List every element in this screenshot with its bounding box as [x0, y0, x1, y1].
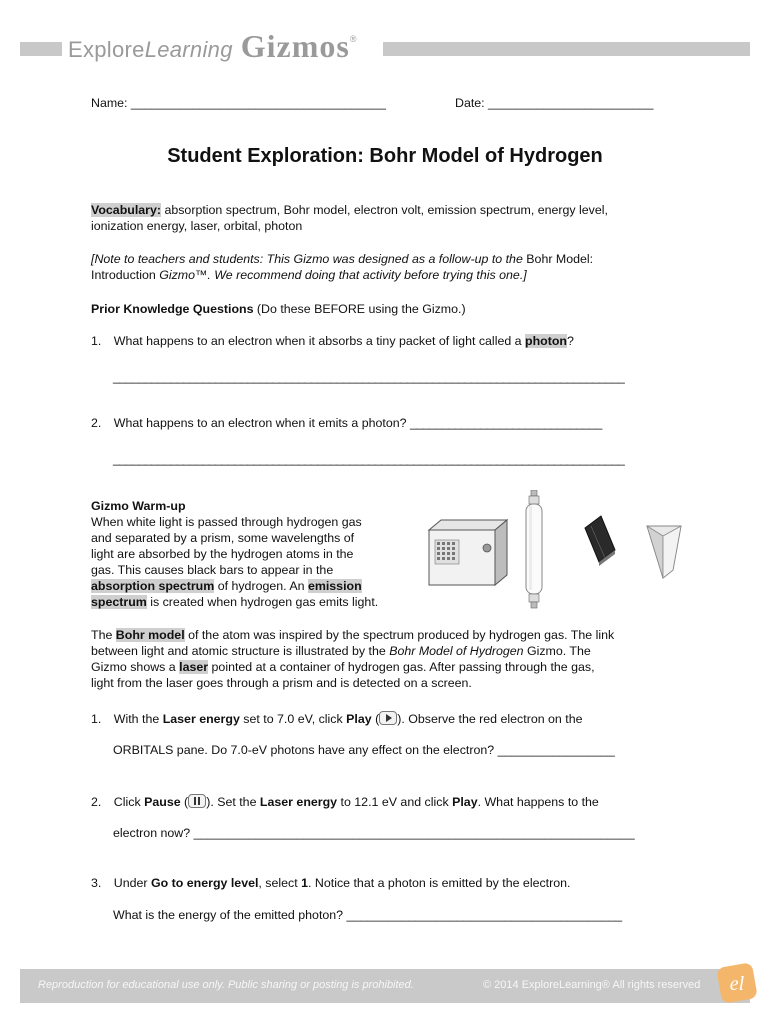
name-line: Name: _____________________________________: [91, 96, 386, 110]
bohr-text-3a: Gizmo shows a: [91, 660, 180, 674]
prior-rest: (Do these BEFORE using the Gizmo.): [253, 302, 466, 316]
brand-gizmos: Gizmos: [240, 28, 350, 64]
s3-number: 3.: [91, 876, 102, 890]
term-bohr-model: Bohr model: [115, 628, 185, 642]
prior-label: Prior Knowledge Questions: [91, 302, 254, 316]
s2-text-c: (: [180, 795, 189, 809]
bohr-text-1a: The: [91, 628, 116, 642]
vocab-line-2: ionization energy, laser, orbital, photon: [91, 219, 303, 233]
s2-text-a: Click: [113, 795, 145, 809]
gas-container-icon: [429, 520, 507, 585]
gas-tube-icon: [526, 490, 542, 608]
bohr-text-1b: of the atom was inspired by the spectrum produced by hydrogen gas. The link: [184, 628, 615, 642]
s2-text-d: ). Set the: [206, 795, 260, 809]
step-3: [91, 876, 570, 891]
note-line-1: [91, 252, 593, 267]
bohr-gizmo-name: Bohr Model of Hydrogen: [389, 644, 524, 658]
bohr-text-2b: Gizmo. The: [523, 644, 591, 658]
vocab-label: Vocabulary:: [91, 203, 162, 217]
step-2: [91, 794, 599, 810]
s3-text-a: Under: [113, 876, 151, 890]
q1-end: ?: [566, 334, 574, 348]
note-gizmo-name-1: Bohr Model:: [526, 252, 594, 266]
bohr-line-3: [91, 660, 595, 675]
q2-answer-blank[interactable]: ________________________________________________________________________________: [113, 452, 625, 466]
note-text-1: [Note to teachers and students: This Gizmo was designed as a follow-up to the: [91, 252, 527, 266]
header-bar-left: [20, 42, 62, 56]
note-text-2: Gizmo™. We recommend doing that activity before trying this one.]: [155, 268, 527, 282]
spectrum-apparatus-illustration: [425, 490, 695, 610]
s2-laser-energy: Laser energy: [259, 795, 338, 809]
question-1: [91, 334, 574, 349]
question-2: [91, 416, 602, 431]
vocab-line-1: [91, 203, 608, 218]
s2-text-f: . What happens to the: [477, 795, 599, 809]
q2-inline-blank[interactable]: ______________________________: [409, 416, 602, 430]
warmup-line-4: gas. This causes black bars to appear in the: [91, 563, 334, 577]
s3-text-d: . Notice that a photon is emitted by the electron.: [308, 876, 571, 890]
brand-logo: [68, 28, 356, 70]
s3-go-to-energy-level: Go to energy level: [151, 876, 259, 890]
date-line: Date: ________________________: [455, 96, 654, 110]
play-icon: [379, 711, 397, 725]
step-2-line-2: electron now? ________________________________________________________________: [113, 826, 635, 840]
q2-number: 2.: [91, 416, 102, 430]
s1-text-e: ). Observe the red electron on the: [397, 712, 583, 726]
s2-number: 2.: [91, 795, 102, 809]
s2-pause: Pause: [144, 795, 181, 809]
page-footer: [20, 969, 750, 1003]
page-title: Student Exploration: Bohr Model of Hydrogen: [167, 145, 603, 167]
header-bar-right: [383, 42, 750, 56]
brand-reg: ®: [349, 34, 357, 44]
warmup-line-5: [91, 579, 362, 594]
brand-learning: Learning: [144, 37, 233, 62]
warmup-text-6: is created when hydrogen gas emits light.: [146, 595, 379, 609]
bohr-line-4: light from the laser goes through a prism and is detected on a screen.: [91, 676, 472, 690]
q1-answer-blank[interactable]: ________________________________________________________________________________: [113, 370, 625, 384]
warmup-line-2: and separated by a prism, some wavelengths of: [91, 531, 355, 545]
pause-icon: [188, 794, 206, 808]
term-laser: laser: [179, 660, 209, 674]
warmup-line-1: When white light is passed through hydrogen gas: [91, 515, 362, 529]
explorelearning-logo-icon: [717, 963, 757, 1003]
warmup-text-5: of hydrogen. An: [214, 579, 308, 593]
bohr-line-2: [91, 644, 591, 659]
bohr-text-3b: pointed at a container of hydrogen gas. After passing through the gas,: [208, 660, 595, 674]
vocab-text-1: absorption spectrum, Bohr model, electron volt, emission spectrum, energy level,: [161, 203, 608, 217]
warmup-line-3: light are absorbed by the hydrogen atoms in the: [91, 547, 354, 561]
q2-text: What happens to an electron when it emits a photon?: [113, 416, 410, 430]
bohr-line-1: [91, 628, 614, 643]
term-emission: emission: [307, 579, 362, 593]
q1-term: photon: [525, 334, 567, 348]
s1-text-c: set to 7.0 eV, click: [239, 712, 347, 726]
prior-heading: [91, 302, 466, 317]
s1-text-a: With the: [113, 712, 163, 726]
s1-text-d: (: [371, 712, 380, 726]
footer-reproduction-note: Reproduction for educational use only. Public sharing or posting is prohibited.: [38, 979, 414, 991]
s3-text-c: , select: [258, 876, 302, 890]
step-1-line-2: ORBITALS pane. Do 7.0-eV photons have any effect on the electron? _________________: [113, 743, 615, 757]
s3-level-1: 1: [301, 876, 309, 890]
q1-number: 1.: [91, 334, 102, 348]
spectrum-screen-icon: [585, 516, 615, 566]
warmup-line-6: [91, 595, 378, 610]
s1-number: 1.: [91, 712, 102, 726]
brand-explore: Explore: [68, 37, 145, 62]
s1-play: Play: [346, 712, 372, 726]
logo-text: el: [729, 973, 745, 995]
step-3-line-2: What is the energy of the emitted photon? ________________________________________: [113, 908, 623, 922]
footer-copyright: © 2014 ExploreLearning® All rights reserved: [483, 979, 701, 991]
s2-text-e: to 12.1 eV and click: [337, 795, 453, 809]
warmup-heading: Gizmo Warm-up: [91, 499, 186, 513]
term-absorption-spectrum: absorption spectrum: [91, 579, 215, 593]
page-header: [0, 28, 770, 70]
prism-icon: [647, 526, 681, 578]
s1-laser-energy: Laser energy: [162, 712, 240, 726]
step-1: [91, 711, 583, 727]
bohr-text-2a: between light and atomic structure is illustrated by the: [91, 644, 390, 658]
s2-play: Play: [452, 795, 478, 809]
q1-text: What happens to an electron when it absorbs a tiny packet of light called a: [113, 334, 525, 348]
term-spectrum: spectrum: [91, 595, 147, 609]
note-line-2: [91, 268, 527, 283]
note-gizmo-name-2: Introduction: [91, 268, 156, 282]
